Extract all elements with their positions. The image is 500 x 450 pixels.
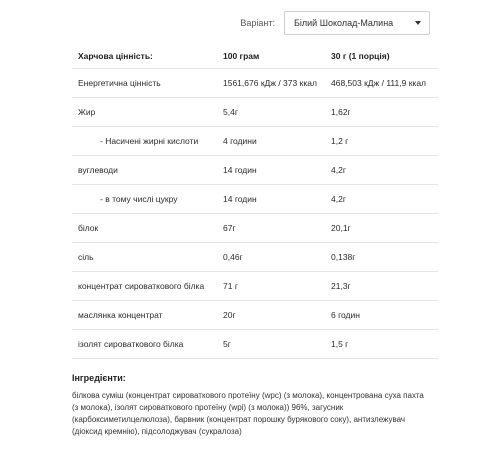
nutrient-name: - в тому числі цукру	[72, 185, 217, 214]
nutrition-table	[72, 44, 438, 359]
value-per-serving: 0,138г	[325, 243, 438, 272]
nutrient-name: маслянка концентрат	[72, 301, 217, 330]
nutrient-name: Жир	[72, 98, 217, 127]
table-row	[72, 272, 438, 301]
table-row	[72, 98, 438, 127]
table-row	[72, 301, 438, 330]
nutrient-name: сіль	[72, 243, 217, 272]
value-per-serving: 1,2 г	[325, 127, 438, 156]
table-row	[72, 69, 438, 98]
table-row	[72, 127, 438, 156]
header-per-100g: 100 грам	[217, 44, 325, 69]
value-per-100g: 14 годин	[217, 156, 325, 185]
table-row	[72, 185, 438, 214]
nutrient-name: ізолят сироваткового білка	[72, 330, 217, 359]
value-per-100g: 5,4г	[217, 98, 325, 127]
value-per-serving: 4,2г	[325, 185, 438, 214]
variant-label: Варіант:	[240, 18, 275, 28]
chevron-down-icon	[415, 21, 421, 25]
nutrient-name: вуглеводи	[72, 156, 217, 185]
value-per-serving: 1,5 г	[325, 330, 438, 359]
ingredients-title: Інгредієнти:	[72, 373, 126, 383]
table-row	[72, 330, 438, 359]
value-per-100g: 4 години	[217, 127, 325, 156]
value-per-100g: 14 годин	[217, 185, 325, 214]
value-per-serving: 1,62г	[325, 98, 438, 127]
variant-select[interactable]	[284, 11, 430, 35]
nutrient-name: Енергетична цінність	[72, 69, 217, 98]
table-row	[72, 156, 438, 185]
value-per-serving: 6 годин	[325, 301, 438, 330]
value-per-100g: 67г	[217, 214, 325, 243]
value-per-100g: 71 г	[217, 272, 325, 301]
value-per-100g: 1561,676 кДж / 373 ккал	[217, 69, 325, 98]
value-per-serving: 20,1г	[325, 214, 438, 243]
table-row	[72, 243, 438, 272]
ingredients-section	[72, 373, 432, 438]
header-per-serving: 30 г (1 порція)	[325, 44, 438, 69]
variant-selector-row	[240, 11, 430, 35]
value-per-serving: 468,503 кДж / 111,9 ккал	[325, 69, 438, 98]
value-per-serving: 4,2г	[325, 156, 438, 185]
value-per-100g: 20г	[217, 301, 325, 330]
value-per-serving: 21,3г	[325, 272, 438, 301]
nutrition-header-row	[72, 44, 438, 69]
table-row	[72, 214, 438, 243]
value-per-100g: 5г	[217, 330, 325, 359]
header-nutrition: Харчова цінність:	[72, 44, 217, 69]
nutrient-name: білок	[72, 214, 217, 243]
ingredients-text: білкова суміш (концентрат сироваткового протеїну (wpc) (з молока), концентрована суха пахта (з молока), ізолят сироваткового протеїну (wpi) (з молока)) 96%, загусник (карбоксиметилцелюлоза), барвник (концентрат порошку бурякового соку), антизлежувач (діоксид кремнію), підсолоджувач (сукралоза)	[72, 391, 424, 436]
nutrient-name: концентрат сироваткового білка	[72, 272, 217, 301]
nutrition-body	[72, 69, 438, 359]
value-per-100g: 0,46г	[217, 243, 325, 272]
variant-selected-value: Білий Шоколад-Малина	[294, 18, 394, 28]
nutrient-name: - Насичені жирні кислоти	[72, 127, 217, 156]
